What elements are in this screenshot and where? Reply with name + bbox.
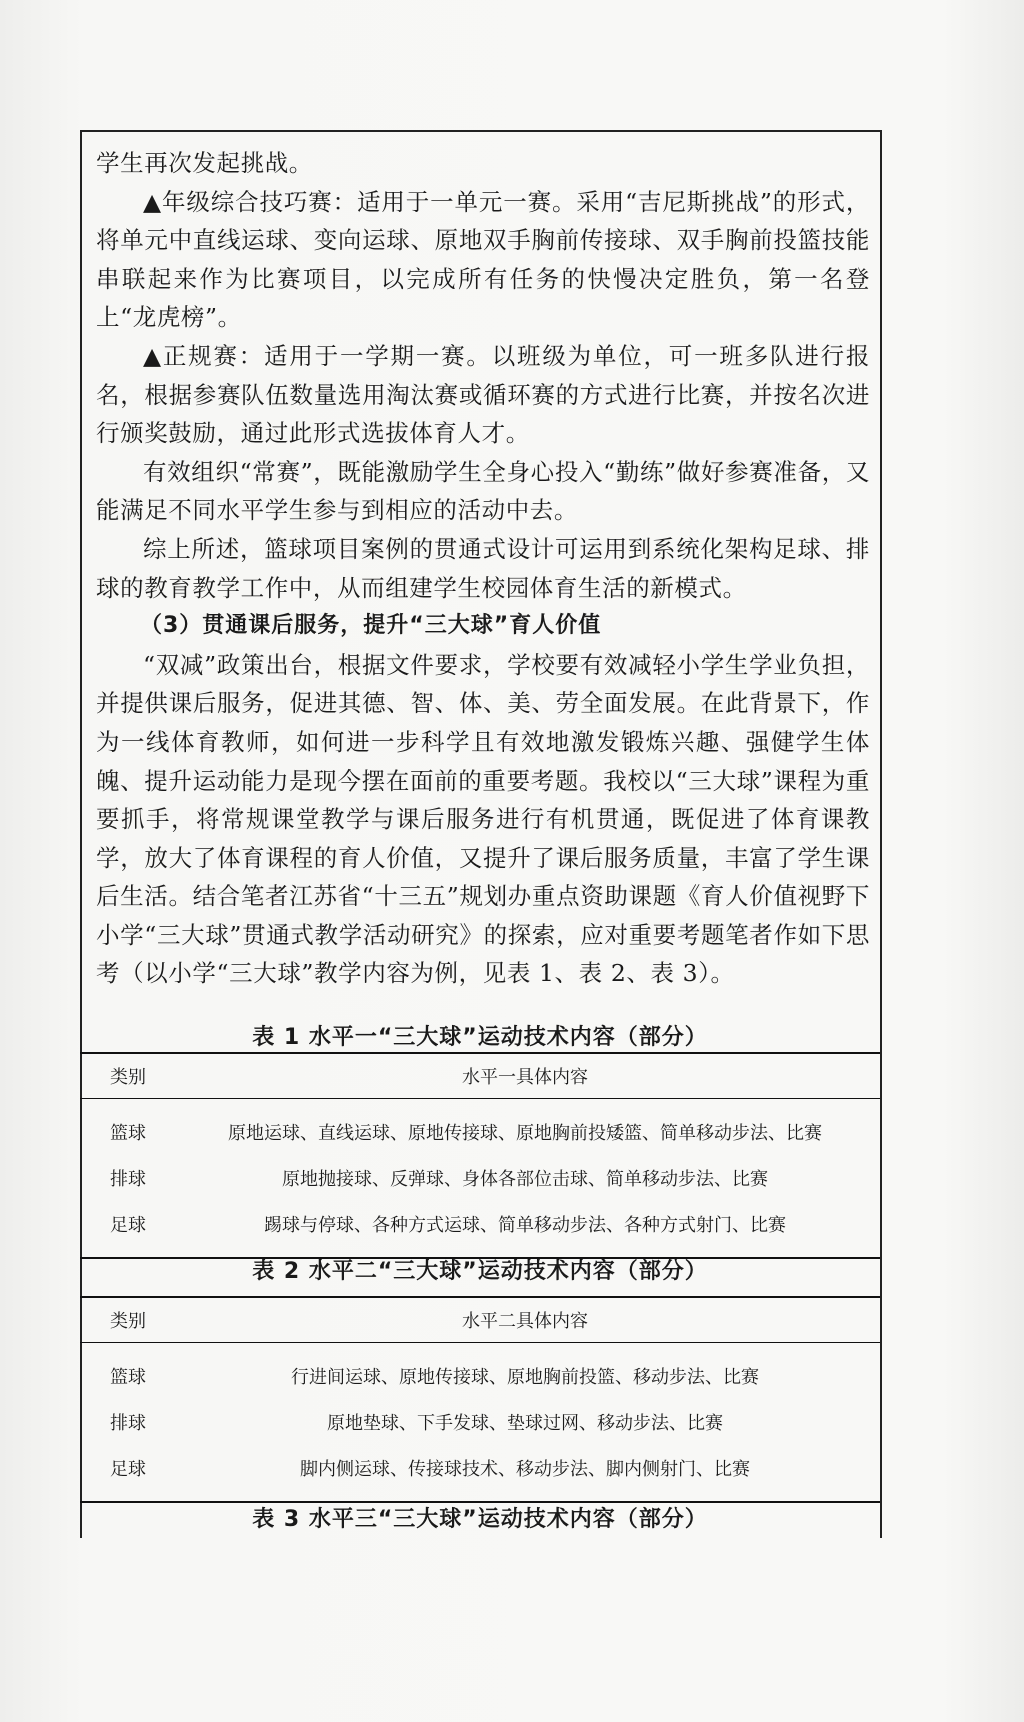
table1-caption: 表 1 水平一“三大球”运动技术内容（部分） <box>252 1025 708 1050</box>
table2-header-category: 类别 <box>110 1311 146 1332</box>
table1-header <box>80 1054 880 1099</box>
table2-header <box>80 1298 880 1343</box>
section-heading: （3）贯通课后服务，提升“三大球”育人价值 <box>140 613 602 639</box>
table1-header-category: 类别 <box>110 1067 146 1088</box>
table-row <box>80 1155 880 1201</box>
table1-header-content: 水平一具体内容 <box>462 1067 588 1088</box>
paragraph-5: 综上所述，篮球项目案例的贯通式设计可运用到系统化架构足球、排球的教育教学工作中，从而组建学生校园体育生活的新模式。 <box>96 534 870 602</box>
table-cell-content: 原地垫球、下手发球、垫球过网、移动步法、比赛 <box>327 1413 723 1434</box>
table-row <box>80 1201 880 1247</box>
table2 <box>80 1296 880 1503</box>
table2-header-content: 水平二具体内容 <box>462 1311 588 1332</box>
table-cell-content: 踢球与停球、各种方式运球、简单移动步法、各种方式射门、比赛 <box>264 1215 786 1236</box>
paragraph-1: 学生再次发起挑战。 <box>96 149 313 177</box>
paragraph-3: ▲正规赛：适用于一学期一赛。以班级为单位，可一班多队进行报名，根据参赛队伍数量选用淘汰赛或循环赛的方式进行比赛，并按名次进行颁奖鼓励，通过此形式选拔体育人才。 <box>96 341 870 448</box>
table1 <box>80 1052 880 1259</box>
table-cell-content: 脚内侧运球、传接球技术、移动步法、脚内侧射门、比赛 <box>300 1459 750 1480</box>
table3-caption: 表 3 水平三“三大球”运动技术内容（部分） <box>252 1507 708 1532</box>
body-text <box>96 144 870 993</box>
table-cell-category: 排球 <box>110 1169 146 1190</box>
table-cell-category: 足球 <box>110 1459 146 1480</box>
table-cell-content: 原地抛接球、反弹球、身体各部位击球、简单移动步法、比赛 <box>282 1169 768 1190</box>
table-row <box>80 1445 880 1491</box>
paragraph-2: ▲年级综合技巧赛：适用于一单元一赛。采用“吉尼斯挑战”的形式，将单元中直线运球、变向运球、原地双手胸前传接球、双手胸前投篮技能串联起来作为比赛项目，以完成所有任务的快慢决定胜负，第一名登上“龙虎榜”。 <box>96 187 870 332</box>
table-cell-category: 排球 <box>110 1413 146 1434</box>
table-cell-content: 原地运球、直线运球、原地传接球、原地胸前投矮篮、简单移动步法、比赛 <box>228 1123 822 1144</box>
table-row <box>80 1109 880 1155</box>
table-row <box>80 1399 880 1445</box>
table-cell-category: 篮球 <box>110 1367 146 1388</box>
paragraph-6: “双减”政策出台，根据文件要求，学校要有效减轻小学生学业负担，并提供课后服务，促进其德、智、体、美、劳全面发展。在此背景下，作为一线体育教师，如何进一步科学且有效地激发锻炼兴趣、强健学生体魄、提升运动能力是现今摆在面前的重要考题。我校以“三大球”课程为重要抓手，将常规课堂教学与课后服务进行有机贯通，既促进了体育课教学，放大了体育课程的育人价值，又提升了课后服务质量，丰富了学生课后生活。结合笔者江苏省“十三五”规划办重点资助课题《育人价值视野下小学“三大球”贯通式教学活动研究》的探索，应对重要考题笔者作如下思考（以小学“三大球”教学内容为例，见表 1、表 2、表 3）。 <box>96 650 870 988</box>
table-cell-category: 足球 <box>110 1215 146 1236</box>
table-cell-category: 篮球 <box>110 1123 146 1144</box>
paragraph-4: 有效组织“常赛”，既能激励学生全身心投入“勤练”做好参赛准备，又能满足不同水平学生参与到相应的活动中去。 <box>96 457 870 525</box>
table-row <box>80 1353 880 1399</box>
table2-caption: 表 2 水平二“三大球”运动技术内容（部分） <box>252 1259 708 1284</box>
table-cell-content: 行进间运球、原地传接球、原地胸前投篮、移动步法、比赛 <box>291 1367 759 1388</box>
